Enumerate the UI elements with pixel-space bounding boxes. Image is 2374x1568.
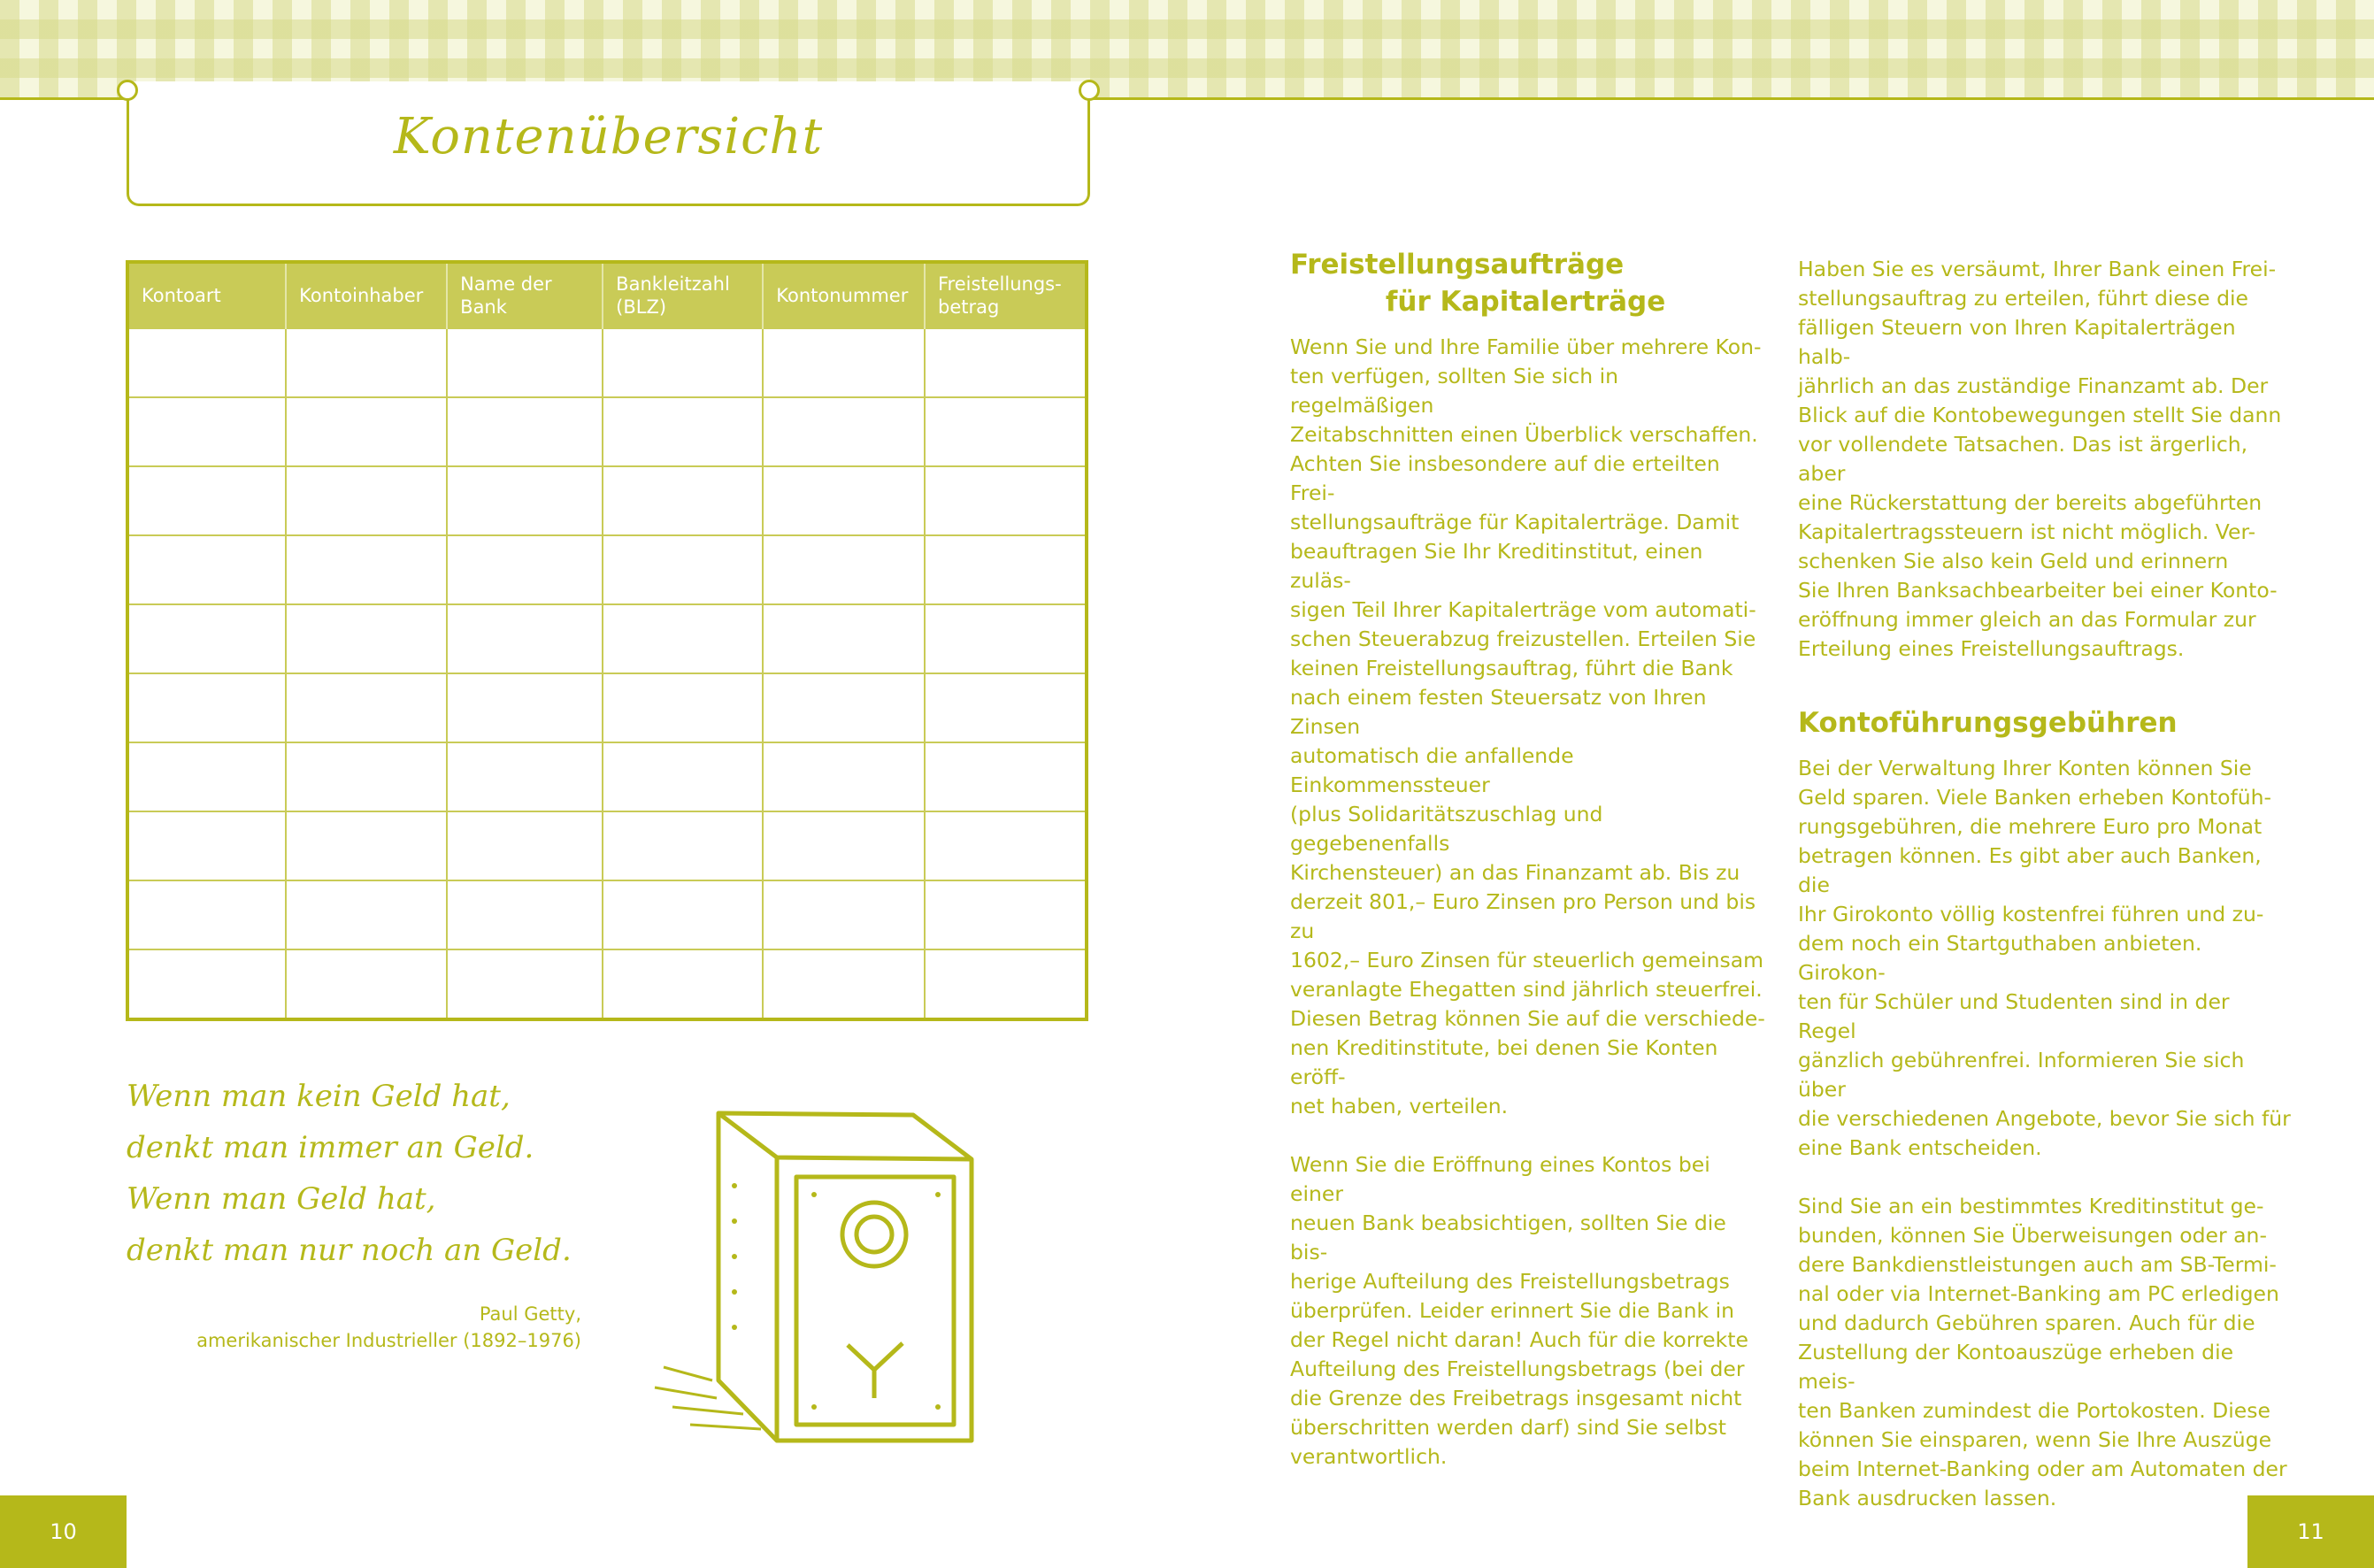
table-cell bbox=[763, 811, 925, 880]
table-cell bbox=[603, 328, 763, 397]
col2-paragraph-2: Bei der Verwaltung Ihrer Konten können Sie Geld sparen. Viele Banken erheben Kontofüh- rungsgebühren, die mehrere Euro pro Monat betragen können. Es gibt aber auch Banken, die Ihr Girokonto völlig kostenfrei führen und zu- dem noch ein Startguthaben anbieten. Girokon- ten für Schüler und Studenten sind in der Regel gänzlich gebührenfrei. Informieren Sie sich über die verschiedenen Angebote, bevor Sie sich für eine Bank entscheiden. bbox=[1798, 756, 2291, 1160]
table-cell bbox=[763, 397, 925, 466]
table-cell bbox=[286, 742, 447, 811]
table-cell bbox=[603, 880, 763, 949]
table-cell bbox=[127, 673, 286, 742]
table-cell bbox=[127, 604, 286, 673]
table-cell bbox=[447, 604, 603, 673]
table-cell bbox=[763, 742, 925, 811]
table-row bbox=[127, 811, 1087, 880]
table-cell bbox=[763, 604, 925, 673]
table-body bbox=[127, 328, 1087, 1019]
table-cell bbox=[127, 949, 286, 1019]
table-row bbox=[127, 535, 1087, 604]
table-cell bbox=[763, 880, 925, 949]
quote-author: Paul Getty, amerikanischer Industrieller (1892–1976) bbox=[196, 1303, 581, 1351]
header-freistellungsbetrag: Freistellungs- betrag bbox=[925, 262, 1087, 328]
header-kontonummer: Kontonummer bbox=[763, 262, 925, 328]
table-cell bbox=[925, 811, 1087, 880]
col1-paragraph-1: Wenn Sie und Ihre Familie über mehrere Kon- ten verfügen, sollten Sie sich in regelmäßigen Zeitabschnitten einen Überblick verschaffen. Achten Sie insbesondere auf die erteilten Frei- stellungsaufträge für Kapitalerträge. Damit beauftragen Sie Ihr Kreditinstitut, einen zuläs- sigen Teil Ihrer Kapitalerträge vom automati- schen Steuerabzug freizustellen. Erteilen Sie keinen Freistellungsauftrag, führt die Bank nach einem festen Steuersatz von Ihren Zinsen automatisch die anfallende Einkommenssteuer (plus Solidaritätszuschlag und gegebenenfalls Kirchensteuer) an das Finanzamt ab. Bis zu derzeit 801,– Euro Zinsen pro Person und bis zu 1602,– Euro Zinsen für steuerlich gemeinsam veranlagte Ehegatten sind jährlich steuerfrei. Diesen Betrag können Sie auf die verschiede- nen Kreditinstitute, bei denen Sie Konten eröff- net haben, verteilen. bbox=[1290, 334, 1765, 1118]
table-row bbox=[127, 397, 1087, 466]
table-cell bbox=[925, 328, 1087, 397]
table-row bbox=[127, 742, 1087, 811]
table-row bbox=[127, 673, 1087, 742]
column-2 bbox=[1798, 255, 2293, 1513]
table-cell bbox=[447, 466, 603, 535]
table-cell bbox=[447, 397, 603, 466]
safe-illustration bbox=[637, 1088, 1035, 1451]
table-cell bbox=[763, 328, 925, 397]
heading-kontofuehrungsgebuehren: Kontoführungsgebühren bbox=[1798, 707, 2178, 739]
table-cell bbox=[603, 742, 763, 811]
table-cell bbox=[925, 466, 1087, 535]
table-cell bbox=[603, 811, 763, 880]
table-cell bbox=[286, 604, 447, 673]
table-cell bbox=[925, 397, 1087, 466]
table-cell bbox=[447, 949, 603, 1019]
table-header-row bbox=[127, 262, 1087, 328]
table-cell bbox=[127, 397, 286, 466]
table-cell bbox=[925, 535, 1087, 604]
table-cell bbox=[925, 742, 1087, 811]
table-cell bbox=[447, 328, 603, 397]
column-1 bbox=[1290, 246, 1768, 1472]
quote-text: Wenn man kein Geld hat, denkt man immer an Geld. Wenn man Geld hat, denkt man nur noch an Geld. bbox=[127, 1079, 572, 1268]
table-cell bbox=[447, 811, 603, 880]
table-cell bbox=[286, 466, 447, 535]
table-cell bbox=[925, 604, 1087, 673]
page-number-left: 10 bbox=[0, 1495, 127, 1568]
table-cell bbox=[127, 535, 286, 604]
table-cell bbox=[603, 604, 763, 673]
table-row bbox=[127, 880, 1087, 949]
table-cell bbox=[447, 673, 603, 742]
table-row bbox=[127, 949, 1087, 1019]
accounts-table bbox=[126, 260, 1088, 1021]
table-cell bbox=[603, 949, 763, 1019]
header-kontoart: Kontoart bbox=[127, 262, 286, 328]
table-cell bbox=[447, 880, 603, 949]
table-cell bbox=[763, 949, 925, 1019]
header-bankname: Name der Bank bbox=[447, 262, 603, 328]
page-title: Kontenübersicht bbox=[393, 108, 824, 165]
table-cell bbox=[127, 328, 286, 397]
table-cell bbox=[603, 466, 763, 535]
table-cell bbox=[925, 880, 1087, 949]
table-row bbox=[127, 604, 1087, 673]
table-cell bbox=[763, 673, 925, 742]
table-cell bbox=[127, 811, 286, 880]
header-blz: Bankleitzahl (BLZ) bbox=[603, 262, 763, 328]
table-cell bbox=[286, 328, 447, 397]
table-cell bbox=[127, 742, 286, 811]
table-cell bbox=[447, 535, 603, 604]
table-cell bbox=[925, 673, 1087, 742]
table-cell bbox=[763, 466, 925, 535]
table-cell bbox=[127, 466, 286, 535]
title-banner bbox=[127, 81, 1090, 206]
table-row bbox=[127, 328, 1087, 397]
heading-freistellungsauftraege: Freistellungsaufträge für Kapitalerträge bbox=[1290, 249, 1666, 318]
header-kontoinhaber: Kontoinhaber bbox=[286, 262, 447, 328]
table-row bbox=[127, 466, 1087, 535]
table-cell bbox=[603, 535, 763, 604]
table-cell bbox=[603, 673, 763, 742]
page-number-right: 11 bbox=[2247, 1495, 2374, 1568]
table-cell bbox=[127, 880, 286, 949]
table-cell bbox=[286, 673, 447, 742]
table-cell bbox=[925, 949, 1087, 1019]
table-cell bbox=[286, 811, 447, 880]
table-cell bbox=[763, 535, 925, 604]
table-cell bbox=[603, 397, 763, 466]
table-cell bbox=[447, 742, 603, 811]
table-cell bbox=[286, 397, 447, 466]
col2-paragraph-1: Haben Sie es versäumt, Ihrer Bank einen Frei- stellungsauftrag zu erteilen, führt diese die fälligen Steuern von Ihren Kapitalerträgen halb- jährlich an das zuständige Finanzamt ab. Der Blick auf die Kontobewegungen stellt Sie dann vor vollendete Tatsachen. Das ist ärgerlich, aber eine Rückerstattung der bereits abgeführten Kapitalertragssteuern ist nicht möglich. Ver- schenken Sie also kein Geld und erinnern Sie Ihren Banksachbearbeiter bei einer Konto- eröffnung immer gleich an das Formular zur Erteilung eines Freistellungsauftrags. bbox=[1798, 257, 2282, 661]
table-cell bbox=[286, 949, 447, 1019]
table-cell bbox=[286, 880, 447, 949]
col1-paragraph-2: Wenn Sie die Eröffnung eines Kontos bei einer neuen Bank beabsichtigen, sollten Sie die bis- herige Aufteilung des Freistellungsbetrags überprüfen. Leider erinnert Sie die Bank in der Regel nicht daran! Auch für die korrekte Aufteilung des Freistellungsbetrags (bei der die Grenze des Freibetrags insgesamt nicht überschritten werden darf) sind Sie selbst verantwortlich. bbox=[1290, 1152, 1748, 1469]
table-cell bbox=[286, 535, 447, 604]
col2-paragraph-3: Sind Sie an ein bestimmtes Kreditinstitut ge- bunden, können Sie Überweisungen oder an- dere Bankdienstleistungen auch am SB-Termi- nal oder via Internet-Banking am PC erledigen und dadurch Gebühren sparen. Auch für die Zustellung der Kontoauszüge erheben die meis- ten Banken zumindest die Portokosten. Diese können Sie einsparen, wenn Sie Ihre Auszüge beim Internet-Banking oder am Automaten der Bank ausdrucken lassen. bbox=[1798, 1194, 2287, 1510]
